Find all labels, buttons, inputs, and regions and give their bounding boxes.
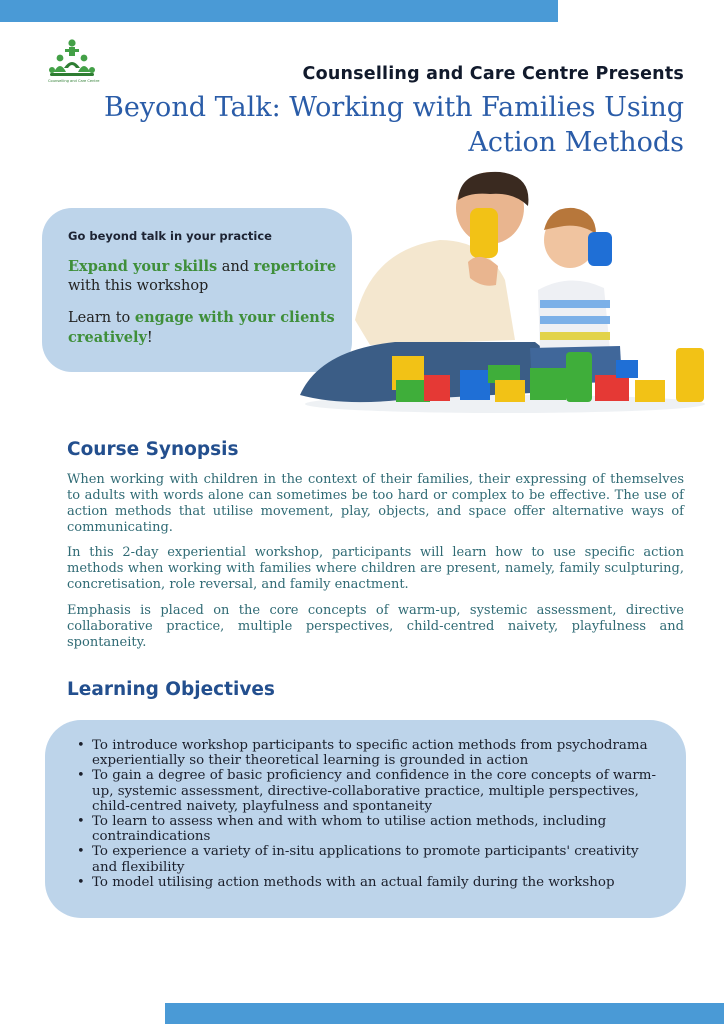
logo-caption: Counselling and Care Centre [48,79,100,83]
synopsis-paragraph: When working with children in the context of their families, their expressing of themselves to adults with words alone can sometimes be too hard or complex to be effective. The use of action methods that utilise movement, play, objects, and space offer alternative ways of communicating. [67,472,684,535]
objective-item: • To gain a degree of basic proficiency and confidence in the core concepts of warm-up, systemic assessment, directive-collaborative practice, multiple perspectives, child-centred naivety, playfulness and spontaneity [77,768,667,814]
promo-skills-line [68,257,338,296]
logo-emblem-icon [48,38,96,78]
highlight-text: repertoire [253,258,337,275]
promo-engage-line [68,308,338,348]
plain-text: Learn to [68,310,135,326]
plain-text: and [217,259,254,275]
objective-item: • To experience a variety of in-situ applications to promote participants' creativity and flexibility [77,844,667,874]
plain-text: with this workshop [68,278,209,294]
plain-text: ! [146,330,153,346]
promo-heading: Go beyond talk in your practice [68,229,272,243]
synopsis-paragraph: In this 2-day experiential workshop, participants will learn how to use specific action methods when working with families where children are present, namely, family sculpturing, concretisation, role reversal, and family enactment. [67,545,684,592]
objective-item: • To model utilising action methods with an actual family during the workshop [77,875,667,890]
presenter-line: Counselling and Care Centre Presents [302,64,684,84]
objectives-list [77,738,667,890]
objective-item: • To learn to assess when and with whom to utilise action methods, including contraindications [77,814,667,844]
objective-item: • To introduce workshop participants to specific action methods from psychodrama experientially so their theoretical learning is grounded in action [77,738,667,768]
highlight-text: engage with your clients creatively [68,309,335,346]
synopsis-heading: Course Synopsis [67,439,239,460]
father-and-child-photo [300,170,710,415]
synopsis-paragraph: Emphasis is placed on the core concepts of warm-up, systemic assessment, directive collaborative practice, multiple perspectives, child-centred naivety, playfulness and spontaneity. [67,603,684,650]
bottom-accent-bar [165,1003,724,1024]
top-accent-bar [0,0,558,22]
objectives-heading: Learning Objectives [67,679,275,700]
organization-logo [48,38,100,88]
highlight-text: Expand your skills [68,258,218,275]
objectives-box [45,720,686,918]
page-title: Beyond Talk: Working with Families Using Action Methods [103,92,684,158]
